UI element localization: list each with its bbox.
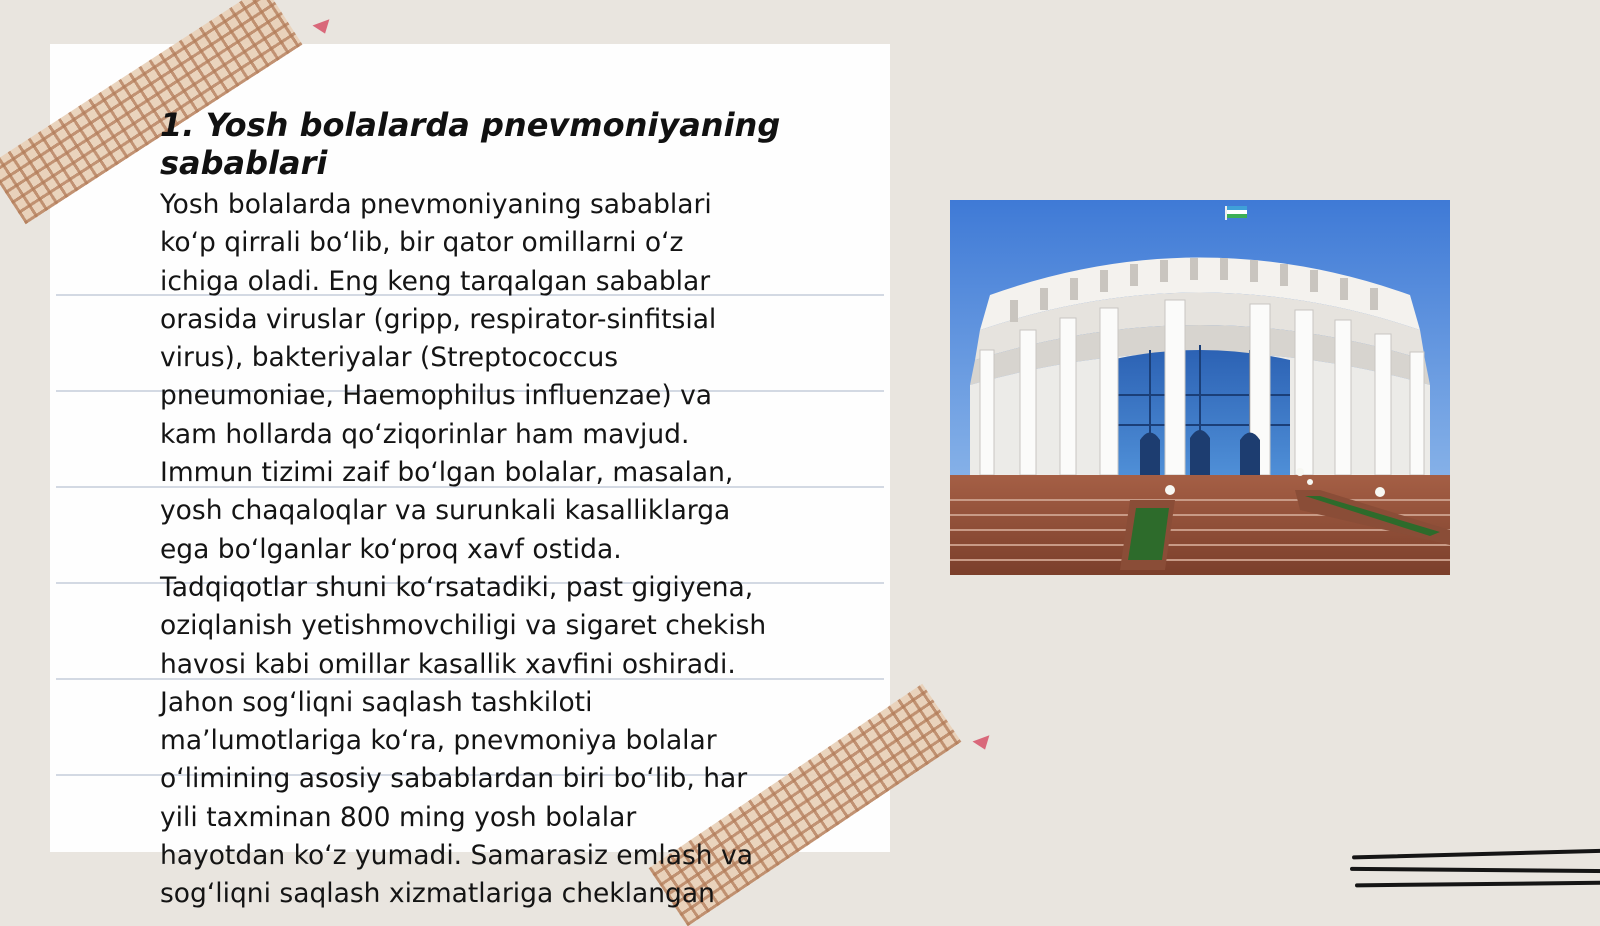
body-text-line: Yosh bolalarda pnevmoniyaning sabablari <box>160 189 712 220</box>
tape-corner-accent <box>312 19 333 36</box>
body-text-line: oziqlanish yetishmovchiligi va sigaret chekish <box>160 610 767 642</box>
body-text-line: o‘limining asosiy sabablardan biri bo‘lib, har <box>160 763 748 795</box>
body-text-line: Tadqiqotlar shuni ko‘rsatadiki, past gigiyena, <box>160 571 754 603</box>
body-text-line: ichiga oladi. Eng keng tarqalgan sabablar <box>160 265 711 297</box>
body-text-line: sog‘liqni saqlash xizmatlariga cheklangan <box>160 878 715 910</box>
slide-body-text <box>160 186 850 914</box>
body-text-line: Jahon sog‘liqni saqlash tashkiloti <box>160 686 593 718</box>
body-text-line: yosh chaqaloqlar va surunkali kasalliklarga <box>160 495 731 527</box>
body-text-line: kam hollarda qo‘ziqorinlar ham mavjud. <box>160 418 690 450</box>
body-text-line: Immun tizimi zaif bo‘lgan bolalar, masalan, <box>160 457 734 489</box>
palace-illustration <box>950 200 1450 575</box>
scribble-line <box>1352 849 1600 860</box>
body-text-line: havosi kabi omillar kasallik xavfini oshiradi. <box>160 648 736 680</box>
body-text-line: virus), bakteriyalar (Streptococcus <box>160 342 619 374</box>
body-text-line: ega bo‘lganlar ko‘proq xavf ostida. <box>160 533 622 565</box>
building-photo <box>950 200 1450 575</box>
body-text-line: ko‘p qirrali bo‘lib, bir qator omillarni o‘z <box>160 227 684 259</box>
slide-title: 1. Yosh bolalarda pnevmoniyaning sabablari <box>160 106 781 182</box>
body-text-line: ma’lumotlariga ko‘ra, pnevmoniya bolalar <box>160 725 717 757</box>
body-text-line: pneumoniae, Haemophilus influenzae) va <box>160 380 713 412</box>
scribble-line <box>1350 867 1600 873</box>
scribble-line <box>1355 881 1600 888</box>
tape-corner-accent <box>972 735 993 752</box>
body-text-line: hayotdan ko‘z yumadi. Samarasiz emlash va <box>160 840 753 872</box>
body-text-line: orasida viruslar (gripp, respirator-sinfitsial <box>160 303 717 335</box>
body-text-line: yili taxminan 800 ming yosh bolalar <box>160 801 637 833</box>
